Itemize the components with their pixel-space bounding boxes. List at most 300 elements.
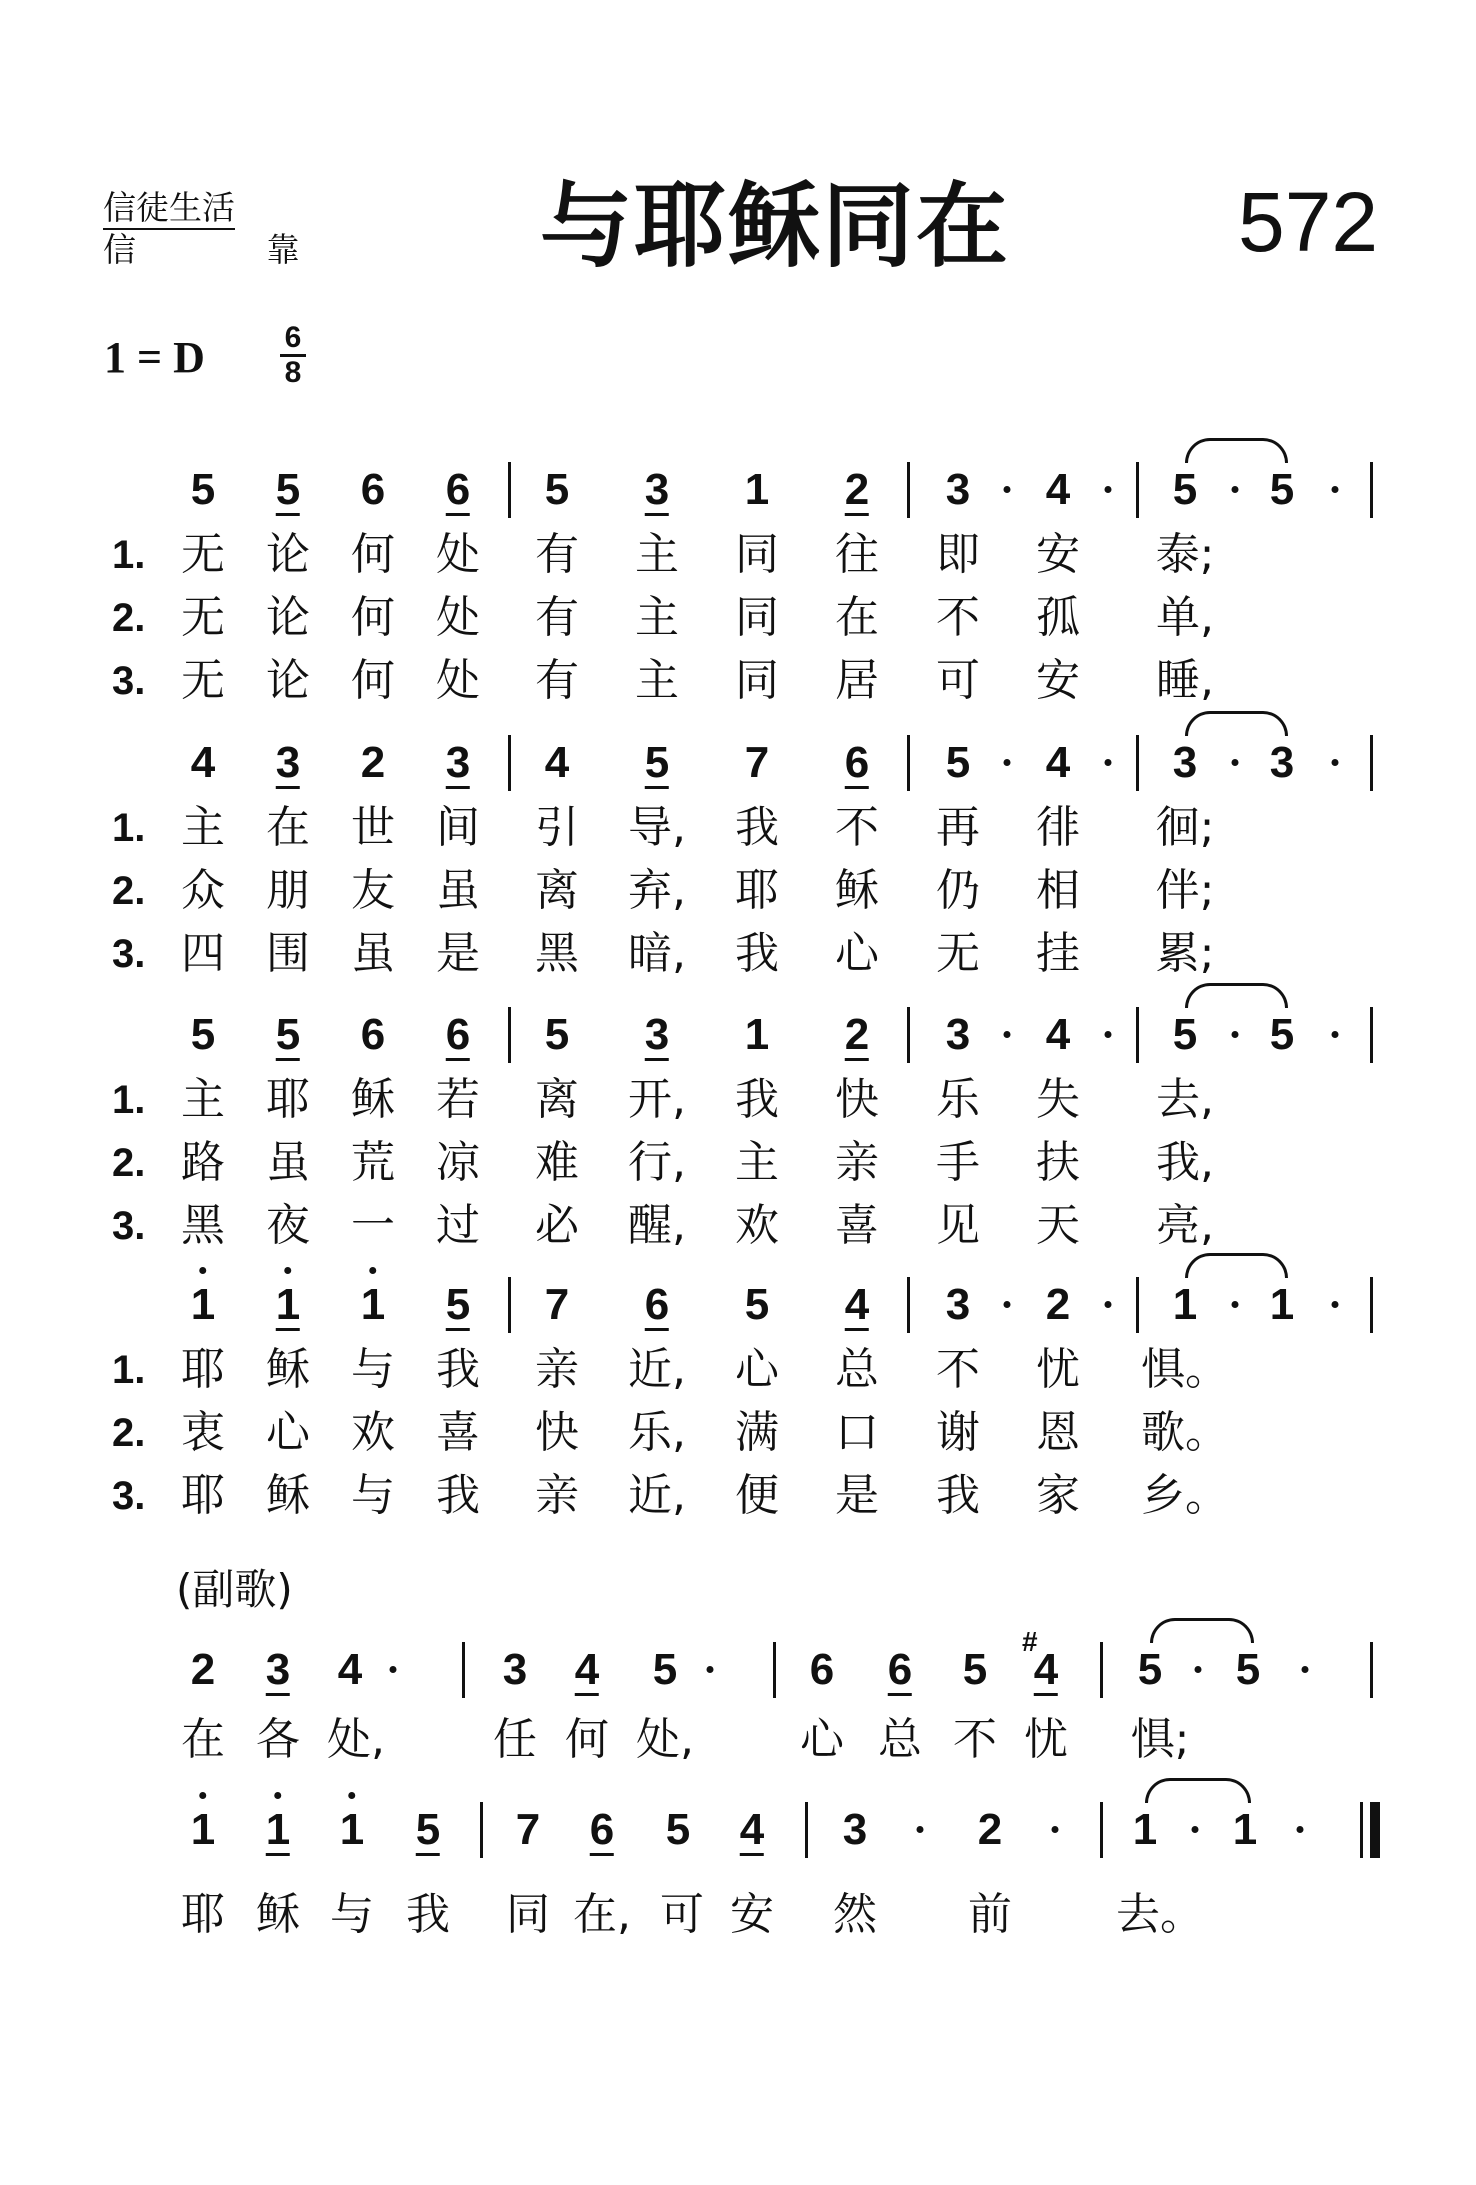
lyric-syllable: 再 xyxy=(936,802,980,853)
bar-line xyxy=(508,1277,511,1333)
lyric-syllable: 家 xyxy=(1036,1470,1080,1521)
duration-dot xyxy=(1302,1666,1309,1673)
duration-dot xyxy=(707,1666,714,1673)
lyric-syllable: 谢 xyxy=(936,1407,980,1458)
lyric-syllable: 我 xyxy=(406,1889,450,1940)
lyric-syllable: 徘 xyxy=(1036,802,1080,853)
lyric-syllable: 与 xyxy=(351,1344,395,1395)
lyric-syllable: 在 xyxy=(181,1714,225,1765)
lyric-syllable: 可 xyxy=(936,655,980,706)
verse-number: 2. xyxy=(112,596,146,640)
tie-arc xyxy=(1185,1253,1288,1278)
lyric-syllable: 近, xyxy=(628,1470,686,1521)
duration-dot xyxy=(390,1666,397,1673)
lyric-syllable: 快 xyxy=(835,1074,879,1125)
lyric-syllable: 歌。 xyxy=(1141,1407,1229,1458)
lyric-syllable: 若 xyxy=(436,1074,480,1125)
lyric-syllable: 满 xyxy=(735,1407,779,1458)
note: 3 xyxy=(266,1640,290,1700)
lyric-syllable: 睡, xyxy=(1156,655,1214,706)
lyric-syllable: 何 xyxy=(351,592,395,643)
lyric-syllable: 论 xyxy=(266,655,310,706)
note: 5 xyxy=(190,1010,216,1059)
notes-row xyxy=(0,1005,1476,1075)
bar-line xyxy=(773,1642,776,1698)
lyric-syllable: 欢 xyxy=(735,1200,779,1251)
note: 1 xyxy=(266,1800,290,1860)
bar-line xyxy=(480,1802,483,1858)
bar-line xyxy=(1370,462,1373,518)
lyric-syllable: 挂 xyxy=(1036,928,1080,979)
note: 6 xyxy=(845,733,869,793)
lyric-syllable: 总 xyxy=(878,1714,922,1765)
note: 3 xyxy=(842,1805,868,1854)
lyric-syllable: 乡。 xyxy=(1141,1470,1229,1521)
lyric-syllable: 有 xyxy=(535,529,579,580)
lyric-syllable: 有 xyxy=(535,592,579,643)
lyric-syllable: 喜 xyxy=(436,1407,480,1458)
duration-dot xyxy=(1232,759,1239,766)
note: 4 xyxy=(575,1640,599,1700)
lyric-syllable: 仍 xyxy=(936,865,980,916)
note: 5 xyxy=(945,738,971,787)
lyric-syllable: 各 xyxy=(256,1714,300,1765)
lyric-row xyxy=(0,798,1476,858)
duration-dot xyxy=(1052,1826,1059,1833)
lyric-syllable: 手 xyxy=(936,1137,980,1188)
note: 4 xyxy=(1045,465,1071,514)
notes-row xyxy=(0,460,1476,530)
duration-dot xyxy=(1105,1301,1112,1308)
note: 5 xyxy=(962,1645,988,1694)
note: 5 xyxy=(744,1280,770,1329)
duration-dot xyxy=(1232,1031,1239,1038)
note: 6 xyxy=(446,460,470,520)
note: 6 xyxy=(590,1800,614,1860)
lyric-syllable: 徊; xyxy=(1155,802,1215,853)
note: 2 xyxy=(1045,1280,1071,1329)
lyric-syllable: 友 xyxy=(351,865,395,916)
lyric-syllable: 扶 xyxy=(1036,1137,1080,1188)
note: 5 xyxy=(652,1645,678,1694)
verse-number: 2. xyxy=(112,1141,146,1185)
lyric-syllable: 荒 xyxy=(351,1137,395,1188)
note: 2 xyxy=(190,1645,216,1694)
lyric-syllable: 处 xyxy=(436,529,480,580)
lyric-syllable: 耶 xyxy=(181,1889,225,1940)
note: 1 xyxy=(744,1010,770,1059)
lyric-syllable: 主 xyxy=(635,592,679,643)
lyric-row xyxy=(0,861,1476,921)
lyric-syllable: 安 xyxy=(1036,655,1080,706)
category-line2: 信 靠 xyxy=(103,230,360,269)
note: 3 xyxy=(945,465,971,514)
note: 5 xyxy=(544,465,570,514)
verse-number: 2. xyxy=(112,1411,146,1455)
lyric-syllable: 我 xyxy=(735,928,779,979)
lyric-syllable: 离 xyxy=(535,1074,579,1125)
lyric-syllable: 主 xyxy=(735,1137,779,1188)
lyric-syllable: 去, xyxy=(1156,1074,1214,1125)
final-bar-thick xyxy=(1370,1802,1380,1858)
bar-line xyxy=(805,1802,808,1858)
lyric-syllable: 居 xyxy=(835,655,879,706)
note: 3 xyxy=(446,733,470,793)
lyric-syllable: 夜 xyxy=(266,1200,310,1251)
lyric-syllable: 不 xyxy=(835,802,879,853)
lyric-syllable: 我 xyxy=(735,802,779,853)
verse-number: 1. xyxy=(112,1348,146,1392)
note: 5 xyxy=(665,1805,691,1854)
note: 2 xyxy=(845,1005,869,1065)
lyric-syllable: 是 xyxy=(436,928,480,979)
lyric-syllable: 何 xyxy=(351,655,395,706)
lyric-syllable: 离 xyxy=(535,865,579,916)
bar-line xyxy=(1370,1642,1373,1698)
lyric-syllable: 我, xyxy=(1156,1137,1214,1188)
bar-line xyxy=(508,1007,511,1063)
final-bar-thin xyxy=(1360,1802,1363,1858)
lyric-syllable: 无 xyxy=(181,529,225,580)
sharp-sign: # xyxy=(1022,1626,1038,1657)
lyric-syllable: 在, xyxy=(573,1889,631,1940)
lyric-syllable: 同 xyxy=(506,1889,550,1940)
lyric-syllable: 惧; xyxy=(1130,1714,1190,1765)
lyric-syllable: 朋 xyxy=(266,865,310,916)
note: 6 xyxy=(645,1275,669,1335)
bar-line xyxy=(1100,1642,1103,1698)
lyric-syllable: 相 xyxy=(1036,865,1080,916)
lyric-syllable: 即 xyxy=(936,529,980,580)
verse-number: 3. xyxy=(112,932,146,976)
lyric-syllable: 稣 xyxy=(266,1344,310,1395)
lyric-syllable: 耶 xyxy=(266,1074,310,1125)
duration-dot xyxy=(1105,759,1112,766)
lyric-syllable: 不 xyxy=(936,1344,980,1395)
lyric-syllable: 与 xyxy=(330,1889,374,1940)
notes-row xyxy=(0,1626,1476,1710)
note: 7 xyxy=(544,1280,570,1329)
time-denominator: 8 xyxy=(284,356,302,389)
lyric-syllable: 快 xyxy=(535,1407,579,1458)
time-signature xyxy=(280,322,306,389)
note: 4 xyxy=(1034,1640,1058,1700)
note: 5 xyxy=(1137,1645,1163,1694)
lyric-syllable: 乐 xyxy=(936,1074,980,1125)
lyric-syllable: 稣 xyxy=(835,865,879,916)
lyric-syllable: 世 xyxy=(351,802,395,853)
bar-line xyxy=(1370,1277,1373,1333)
lyric-syllable: 亲 xyxy=(535,1344,579,1395)
lyric-syllable: 导, xyxy=(628,802,686,853)
lyric-syllable: 过 xyxy=(436,1200,480,1251)
lyric-row xyxy=(0,924,1476,984)
lyric-syllable: 弃, xyxy=(628,865,686,916)
note: 2 xyxy=(360,738,386,787)
lyric-syllable: 间 xyxy=(436,802,480,853)
lyric-syllable: 口 xyxy=(835,1407,879,1458)
lyric-syllable: 在 xyxy=(835,592,879,643)
note: 5 xyxy=(1269,465,1295,514)
lyric-syllable: 心 xyxy=(735,1344,779,1395)
duration-dot xyxy=(1332,1301,1339,1308)
lyric-syllable: 心 xyxy=(835,928,879,979)
duration-dot xyxy=(917,1826,924,1833)
lyric-syllable: 耶 xyxy=(181,1470,225,1521)
lyric-syllable: 是 xyxy=(835,1470,879,1521)
high-octave-dot xyxy=(199,1792,206,1799)
lyric-syllable: 与 xyxy=(351,1470,395,1521)
lyric-syllable: 心 xyxy=(800,1714,844,1765)
note: 1 xyxy=(1269,1280,1295,1329)
lyric-syllable: 黑 xyxy=(181,1200,225,1251)
duration-dot xyxy=(1105,1031,1112,1038)
duration-dot xyxy=(1105,486,1112,493)
bar-line xyxy=(1136,462,1139,518)
chorus-label: (副歌) xyxy=(176,1565,293,1614)
category-label xyxy=(103,188,360,270)
lyric-syllable: 心 xyxy=(266,1407,310,1458)
note: 7 xyxy=(744,738,770,787)
verse-number: 1. xyxy=(112,806,146,850)
note: 5 xyxy=(416,1800,440,1860)
lyric-syllable: 处, xyxy=(636,1714,694,1765)
note: 4 xyxy=(544,738,570,787)
lyric-syllable: 无 xyxy=(936,928,980,979)
lyric-syllable: 一 xyxy=(351,1200,395,1251)
bar-line xyxy=(508,462,511,518)
duration-dot xyxy=(1004,759,1011,766)
lyric-syllable: 主 xyxy=(635,655,679,706)
tie-arc xyxy=(1145,1778,1251,1803)
note: 6 xyxy=(360,465,386,514)
duration-dot xyxy=(1192,1826,1199,1833)
lyric-syllable: 欢 xyxy=(351,1407,395,1458)
lyric-syllable: 凉 xyxy=(436,1137,480,1188)
lyric-syllable: 忧 xyxy=(1036,1344,1080,1395)
lyric-syllable: 前 xyxy=(968,1889,1012,1940)
lyric-syllable: 暗, xyxy=(628,928,686,979)
lyric-syllable: 稣 xyxy=(266,1470,310,1521)
note: 3 xyxy=(645,460,669,520)
lyric-syllable: 泰; xyxy=(1155,529,1215,580)
lyric-syllable: 黑 xyxy=(535,928,579,979)
lyric-row xyxy=(0,1340,1476,1400)
bar-line xyxy=(1370,735,1373,791)
bar-line xyxy=(1136,1277,1139,1333)
lyric-syllable: 处 xyxy=(436,655,480,706)
lyric-syllable: 何 xyxy=(565,1714,609,1765)
lyric-syllable: 稣 xyxy=(351,1074,395,1125)
lyric-syllable: 我 xyxy=(436,1344,480,1395)
lyric-syllable: 亲 xyxy=(535,1470,579,1521)
lyric-syllable: 天 xyxy=(1036,1200,1080,1251)
note: 3 xyxy=(1269,738,1295,787)
lyric-syllable: 围 xyxy=(266,928,310,979)
lyric-syllable: 主 xyxy=(181,1074,225,1125)
key-signature: 1 = D xyxy=(104,333,205,382)
note: 7 xyxy=(515,1805,541,1854)
lyric-syllable: 必 xyxy=(535,1200,579,1251)
duration-dot xyxy=(1004,1031,1011,1038)
lyric-syllable: 喜 xyxy=(835,1200,879,1251)
bar-line xyxy=(1136,1007,1139,1063)
duration-dot xyxy=(1332,486,1339,493)
note: 1 xyxy=(1172,1280,1198,1329)
bar-line xyxy=(508,735,511,791)
lyric-syllable: 处, xyxy=(327,1714,385,1765)
duration-dot xyxy=(1232,1301,1239,1308)
note: 5 xyxy=(446,1275,470,1335)
lyric-syllable: 我 xyxy=(436,1470,480,1521)
lyric-syllable: 然 xyxy=(833,1889,877,1940)
lyric-syllable: 便 xyxy=(735,1470,779,1521)
note: 1 xyxy=(276,1275,300,1335)
lyric-syllable: 论 xyxy=(266,529,310,580)
lyric-syllable: 乐, xyxy=(628,1407,686,1458)
bar-line xyxy=(907,462,910,518)
note: 5 xyxy=(276,460,300,520)
hymn-title: 与耶稣同在 xyxy=(540,173,1011,280)
lyric-syllable: 何 xyxy=(351,529,395,580)
duration-dot xyxy=(1297,1826,1304,1833)
verse-number: 3. xyxy=(112,1204,146,1248)
note: 4 xyxy=(845,1275,869,1335)
lyric-syllable: 任 xyxy=(493,1714,537,1765)
lyric-syllable: 不 xyxy=(953,1714,997,1765)
note: 4 xyxy=(1045,1010,1071,1059)
lyric-syllable: 衷 xyxy=(181,1407,225,1458)
duration-dot xyxy=(1332,759,1339,766)
bar-line xyxy=(1100,1802,1103,1858)
note: 5 xyxy=(1235,1645,1261,1694)
lyric-syllable: 路 xyxy=(181,1137,225,1188)
lyric-syllable: 引 xyxy=(535,802,579,853)
lyric-syllable: 恩 xyxy=(1036,1407,1080,1458)
lyric-syllable: 近, xyxy=(628,1344,686,1395)
lyric-syllable: 单, xyxy=(1156,592,1214,643)
note: 1 xyxy=(340,1800,364,1860)
note: 2 xyxy=(845,460,869,520)
notes-row xyxy=(0,733,1476,803)
lyric-syllable: 论 xyxy=(266,592,310,643)
lyric-syllable: 虽 xyxy=(351,928,395,979)
lyric-syllable: 处 xyxy=(436,592,480,643)
bar-line xyxy=(462,1642,465,1698)
lyric-syllable: 虽 xyxy=(266,1137,310,1188)
verse-number: 1. xyxy=(112,533,146,577)
note: 1 xyxy=(1232,1805,1258,1854)
note: 5 xyxy=(190,465,216,514)
high-octave-dot xyxy=(199,1267,206,1274)
bar-line xyxy=(1370,1007,1373,1063)
lyric-syllable: 主 xyxy=(181,802,225,853)
lyric-syllable: 安 xyxy=(730,1889,774,1940)
verse-number: 3. xyxy=(112,659,146,703)
lyric-syllable: 亲 xyxy=(835,1137,879,1188)
note: 2 xyxy=(977,1805,1003,1854)
lyric-row xyxy=(0,1710,1476,1770)
duration-dot xyxy=(1004,486,1011,493)
notes-row xyxy=(0,1800,1476,1870)
note: 6 xyxy=(809,1645,835,1694)
lyric-syllable: 忧 xyxy=(1024,1714,1068,1765)
lyric-syllable: 主 xyxy=(635,529,679,580)
high-octave-dot xyxy=(284,1267,291,1274)
bar-line xyxy=(1136,735,1139,791)
note: 1 xyxy=(1132,1805,1158,1854)
lyric-syllable: 醒, xyxy=(628,1200,686,1251)
lyric-syllable: 惧。 xyxy=(1141,1344,1229,1395)
lyric-syllable: 我 xyxy=(735,1074,779,1125)
lyric-row xyxy=(0,1196,1476,1256)
lyric-syllable: 往 xyxy=(835,529,879,580)
note: 1 xyxy=(191,1275,215,1335)
note: 1 xyxy=(744,465,770,514)
lyric-syllable: 无 xyxy=(181,592,225,643)
note: 3 xyxy=(1172,738,1198,787)
lyric-syllable: 去。 xyxy=(1116,1889,1204,1940)
note: 3 xyxy=(945,1280,971,1329)
time-numerator: 6 xyxy=(280,322,306,357)
lyric-syllable: 不 xyxy=(936,592,980,643)
lyric-syllable: 亮, xyxy=(1156,1200,1214,1251)
lyric-syllable: 耶 xyxy=(181,1344,225,1395)
lyric-syllable: 孤 xyxy=(1036,592,1080,643)
note: 3 xyxy=(645,1005,669,1065)
note: 1 xyxy=(191,1800,215,1860)
lyric-syllable: 众 xyxy=(181,865,225,916)
lyric-syllable: 有 xyxy=(535,655,579,706)
lyric-syllable: 同 xyxy=(735,655,779,706)
lyric-row xyxy=(0,1403,1476,1463)
lyric-syllable: 四 xyxy=(181,928,225,979)
lyric-syllable: 安 xyxy=(1036,529,1080,580)
note: 6 xyxy=(888,1640,912,1700)
lyric-syllable: 失 xyxy=(1036,1074,1080,1125)
lyric-syllable: 见 xyxy=(936,1200,980,1251)
lyric-row xyxy=(0,588,1476,648)
hymn-number: 572 xyxy=(1238,175,1379,269)
note: 5 xyxy=(544,1010,570,1059)
note: 5 xyxy=(276,1005,300,1065)
lyric-syllable: 稣 xyxy=(256,1889,300,1940)
high-octave-dot xyxy=(274,1792,281,1799)
note: 5 xyxy=(1172,1010,1198,1059)
lyric-syllable: 在 xyxy=(266,802,310,853)
note: 4 xyxy=(190,738,216,787)
note: 1 xyxy=(361,1275,385,1335)
verse-number: 2. xyxy=(112,869,146,913)
note: 3 xyxy=(502,1645,528,1694)
duration-dot xyxy=(1232,486,1239,493)
lyric-syllable: 同 xyxy=(735,592,779,643)
tie-arc xyxy=(1185,983,1288,1008)
lyric-row xyxy=(0,1466,1476,1526)
lyric-syllable: 伴; xyxy=(1155,865,1215,916)
notes-row xyxy=(0,1275,1476,1345)
note: 5 xyxy=(1172,465,1198,514)
lyric-syllable: 开, xyxy=(628,1074,686,1125)
note: 6 xyxy=(360,1010,386,1059)
note: 4 xyxy=(337,1645,363,1694)
lyric-syllable: 可 xyxy=(660,1889,704,1940)
lyric-row xyxy=(0,525,1476,585)
duration-dot xyxy=(1195,1666,1202,1673)
lyric-syllable: 我 xyxy=(936,1470,980,1521)
bar-line xyxy=(907,1007,910,1063)
lyric-row xyxy=(0,1885,1476,1945)
